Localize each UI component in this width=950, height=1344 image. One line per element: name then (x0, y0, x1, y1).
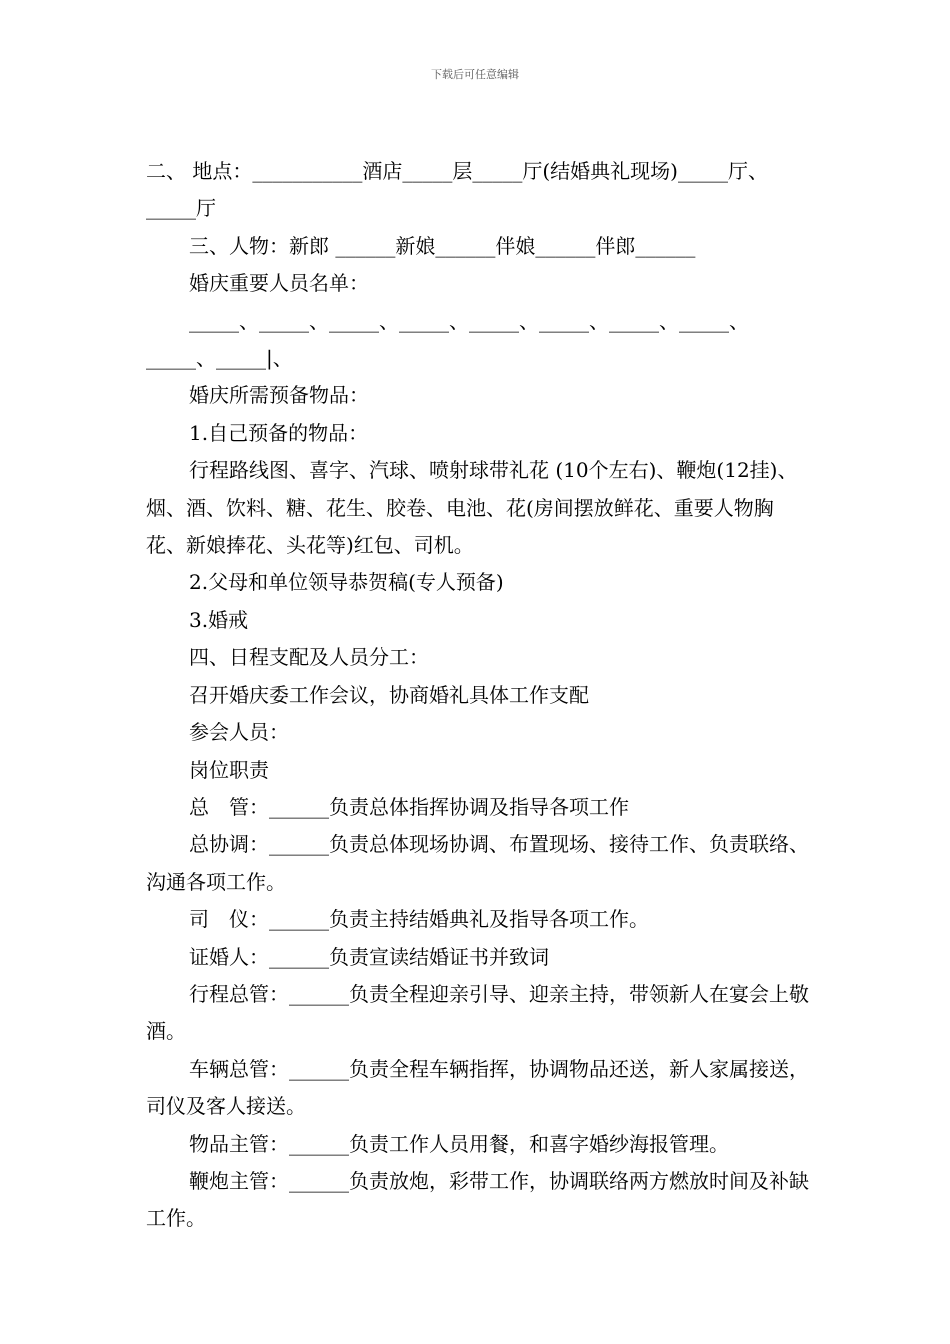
paragraph-duty-host: 司 仪：______负责主持结婚典礼及指导各项工作。 (189, 907, 649, 932)
paragraph-supplies-list: 行程路线图、喜字、汽球、喷射球带礼花 (10个左右)、鞭炮(12挂)、烟、酒、饮料、糖、花生、胶卷、电池、花(房间摆放鲜花、重要人物胸花、新娘捧花、头花等)红包、司机。 (146, 458, 798, 558)
paragraph-people: 三、人物：新郎 ______新娘______伴娘______伴郎______ (189, 233, 696, 258)
paragraph-location: 二、 地点：___________酒店_____层_____厅(结婚典礼现场)_____厅、_____厅 (146, 159, 768, 221)
paragraph-duty-itinerary: 行程总管：______负责全程迎亲引导、迎亲主持，带领新人在宴会上敬酒。 (146, 981, 809, 1044)
paragraph-supplies-title: 婚庆所需预备物品： (189, 383, 369, 408)
document-body (146, 153, 810, 1238)
paragraph-duty-firecrackers: 鞭炮主管：______负责放炮，彩带工作，协调联络两方燃放时间及补缺工作。 (146, 1168, 809, 1231)
paragraph-duty-supplies: 物品主管：______负责工作人员用餐，和喜字婚纱海报管理。 (189, 1131, 729, 1156)
paragraph-duty-general-manager: 总 管：______负责总体指挥协调及指导各项工作 (189, 794, 629, 819)
paragraph-staff-list-title: 婚庆重要人员名单： (189, 271, 369, 296)
page-header: 下载后可任意编辑 (431, 68, 519, 81)
paragraph-meeting: 召开婚庆委工作会议，协商婚礼具体工作支配 (189, 682, 589, 707)
paragraph-staff-list-blanks: _____、_____、_____、_____、_____、_____、_____、_____、_____、_____|、 (146, 308, 749, 371)
paragraph-duties-title: 岗位职责 (189, 757, 269, 782)
paragraph-speech: 2.父母和单位领导恭贺稿(专人预备) (189, 570, 504, 595)
paragraph-schedule-title: 四、日程支配及人员分工： (189, 645, 429, 670)
paragraph-attendees: 参会人员： (189, 720, 289, 745)
paragraph-supplies-own: 1.自己预备的物品： (189, 420, 369, 445)
paragraph-duty-coordinator: 总协调：______负责总体现场协调、布置现场、接待工作、负责联络、沟通各项工作。 (146, 832, 809, 894)
paragraph-duty-vehicles: 车辆总管：______负责全程车辆指挥，协调物品还送，新人家属接送，司仪及客人接送。 (146, 1056, 809, 1119)
paragraph-duty-witness: 证婚人：______负责宣读结婚证书并致词 (189, 944, 549, 969)
paragraph-rings: 3.婚戒 (189, 607, 249, 632)
